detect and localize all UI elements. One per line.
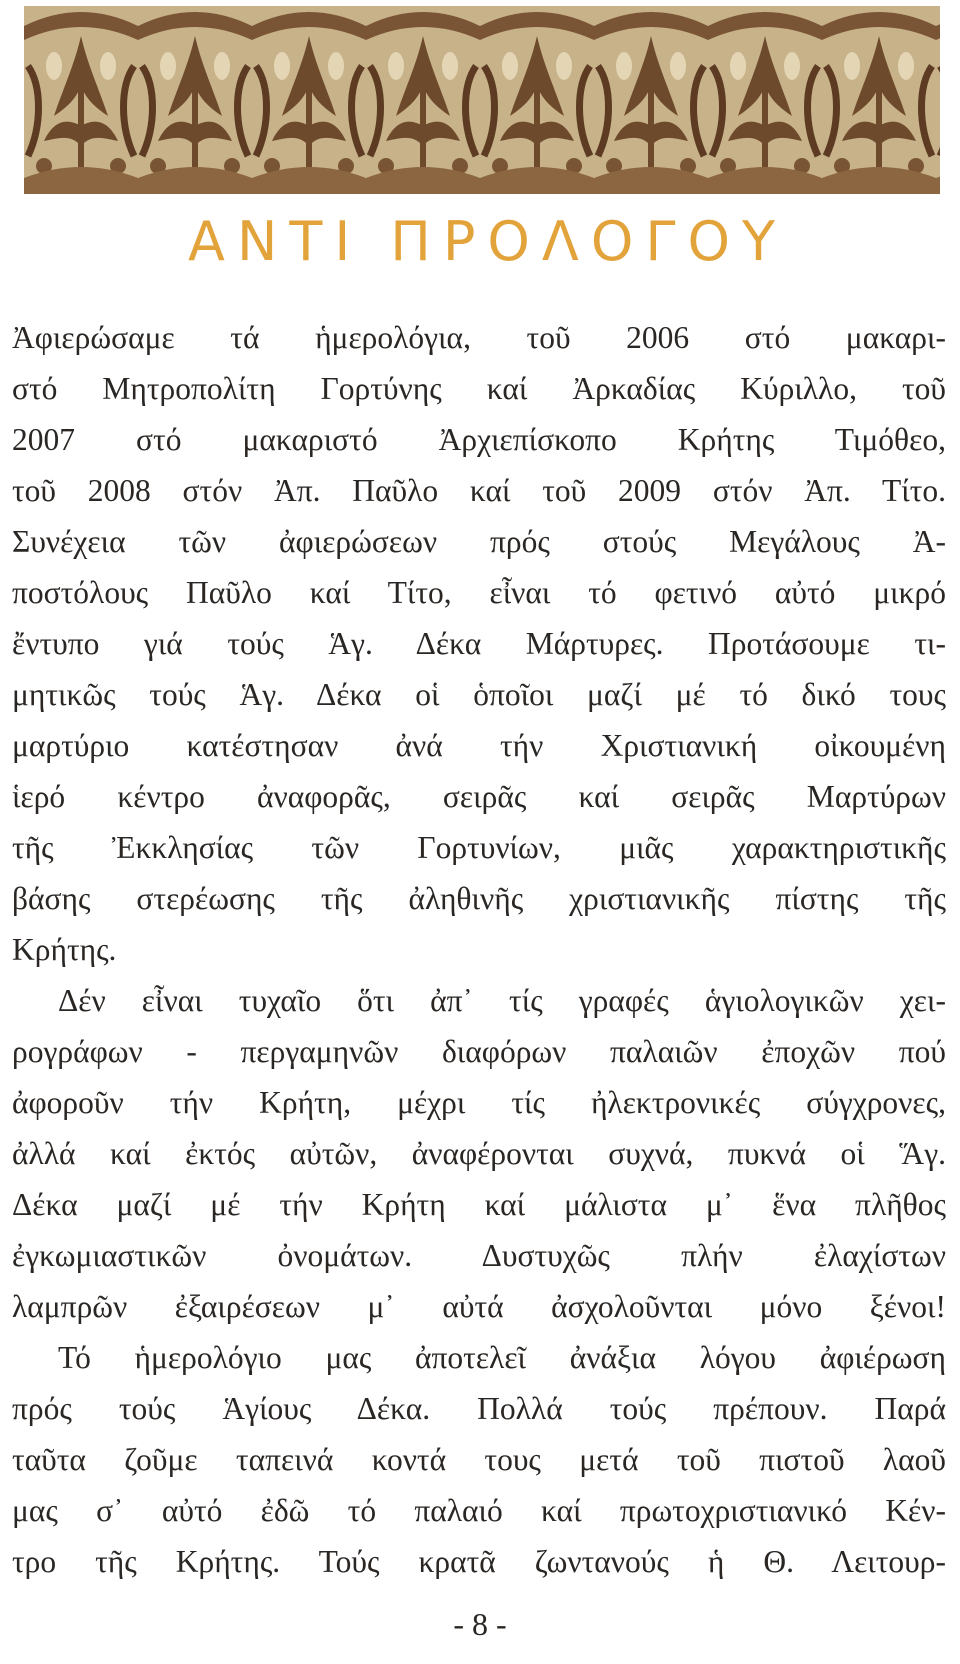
- ornamental-banner: [24, 6, 940, 194]
- heading-word-2: ΠΡΟΛΟΓΟΥ: [390, 210, 787, 273]
- text-line: ἀφοροῦν τήν Κρήτη, μέχρι τίς ἠλεκτρονικές σύγχρονες,: [12, 1085, 946, 1120]
- text-line: ταῦτα ζοῦμε ταπεινά κοντά τους μετά τοῦ πιστοῦ λαοῦ: [12, 1442, 946, 1477]
- body-text: [12, 312, 946, 1587]
- text-line: τοῦ 2008 στόν Ἀπ. Παῦλο καί τοῦ 2009 στόν Ἀπ. Τίτο.: [12, 473, 946, 508]
- text-line: στό Μητροπολίτη Γορτύνης καί Ἀρκαδίας Κύριλλο, τοῦ: [12, 371, 946, 406]
- text-line: Δέν εἶναι τυχαῖο ὅτι ἀπ᾽ τίς γραφές ἁγιολογικῶν χει-: [58, 983, 946, 1018]
- text-line: Δέκα μαζί μέ τήν Κρήτη καί μάλιστα μ᾽ ἕνα πλῆθος: [12, 1187, 946, 1222]
- text-line: ποστόλους Παῦλο καί Τίτο, εἶναι τό φετινό αὐτό μικρό: [12, 575, 946, 610]
- text-line: Κρήτης.: [12, 932, 117, 967]
- heading-word-1: ΑΝΤΙ: [188, 210, 363, 273]
- text-line: ρογράφων - περγαμηνῶν διαφόρων παλαιῶν ἐποχῶν πού: [12, 1034, 946, 1069]
- ornamental-arabesque-frieze-icon: [24, 6, 940, 194]
- text-line: 2007 στό μακαριστό Ἀρχιεπίσκοπο Κρήτης Τιμόθεο,: [12, 422, 946, 457]
- text-line: ἔντυπο γιά τούς Ἁγ. Δέκα Μάρτυρες. Προτάσουμε τι-: [12, 626, 946, 661]
- text-line: λαμπρῶν ἐξαιρέσεων μ᾽ αὐτά ἀσχολοῦνται μόνο ξένοι!: [12, 1289, 946, 1324]
- text-line: Συνέχεια τῶν ἀφιερώσεων πρός στούς Μεγάλους Ἀ-: [12, 524, 946, 559]
- text-line: μητικῶς τούς Ἁγ. Δέκα οἱ ὁποῖοι μαζί μέ τό δικό τους: [12, 677, 946, 712]
- text-line: βάσης στερέωσης τῆς ἀληθινῆς χριστιανικῆς πίστης τῆς: [12, 881, 946, 916]
- text-line: Ἀφιερώσαμε τά ἡμερολόγια, τοῦ 2006 στό μακαρι-: [12, 320, 946, 355]
- page-number: - 8 -: [453, 1606, 507, 1642]
- text-line: ἐγκωμιαστικῶν ὀνομάτων. Δυστυχῶς πλήν ἐλαχίστων: [12, 1238, 946, 1273]
- text-line: ἱερό κέντρο ἀναφορᾶς, σειρᾶς καί σειρᾶς Μαρτύρων: [12, 779, 946, 814]
- text-line: Τό ἡμερολόγιο μας ἀποτελεῖ ἀνάξια λόγου ἀφιέρωση: [58, 1340, 946, 1375]
- text-line: μας σ᾽ αὐτό ἐδῶ τό παλαιό καί πρωτοχριστιανικό Κέν-: [12, 1493, 946, 1528]
- text-line: μαρτύριο κατέστησαν ἀνά τήν Χριστιανική οἰκουμένη: [12, 728, 946, 763]
- page-heading: [188, 212, 787, 272]
- text-line: πρός τούς Ἁγίους Δέκα. Πολλά τούς πρέπουν. Παρά: [12, 1391, 946, 1426]
- text-line: τρο τῆς Κρήτης. Τούς κρατᾶ ζωντανούς ἡ Θ. Λειτουρ-: [12, 1544, 946, 1579]
- text-line: ἀλλά καί ἐκτός αὐτῶν, ἀναφέρονται συχνά, πυκνά οἱ Ἅγ.: [12, 1136, 946, 1171]
- text-line: τῆς Ἐκκλησίας τῶν Γορτυνίων, μιᾶς χαρακτηριστικῆς: [12, 830, 946, 865]
